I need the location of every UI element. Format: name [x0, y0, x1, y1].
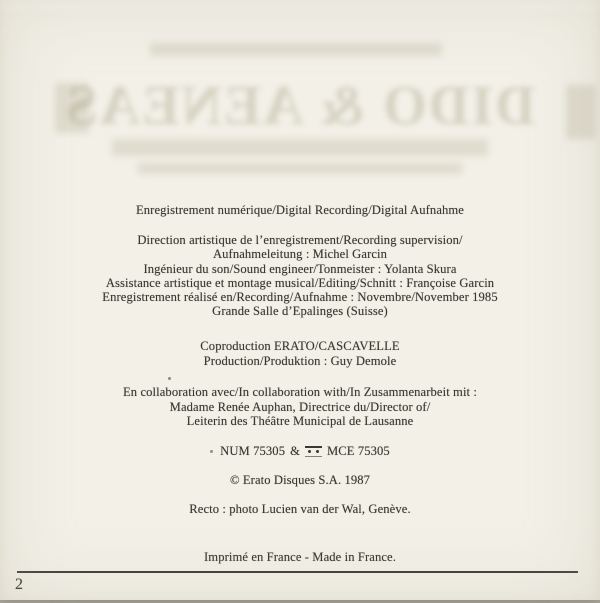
- ghost-line-blur: [112, 139, 488, 156]
- credit-line: Enregistrement réalisé en/Recording/Aufnahme : Novembre/November 1985: [102, 290, 498, 305]
- copyright-line: © Erato Disques S.A. 1987: [229, 473, 371, 487]
- ghost-line-blur: [138, 163, 462, 174]
- credit-line: Direction artistique de l’enregistrement/Recording supervision/: [137, 233, 463, 247]
- coproduction-block: [0, 339, 600, 369]
- ghost-logo-block: [566, 85, 596, 139]
- ghost-line-blur: [150, 43, 442, 56]
- ghost-cover-title: DIDO & AENEAS: [64, 75, 536, 137]
- credit-line: Madame Renée Auphan, Directrice du/Director of/: [169, 399, 431, 414]
- printed-in-france-line: Imprimé en France - Made in France.: [204, 550, 396, 564]
- footer-rule: [17, 571, 578, 573]
- credit-line: Grande Salle d’Epalinges (Suisse): [212, 304, 388, 319]
- collaboration-block: [0, 385, 600, 429]
- catalog-num: NUM 75305: [220, 444, 286, 458]
- scan-speck: [168, 377, 171, 380]
- catalog-separator: &: [290, 444, 300, 458]
- credit-line: En collaboration avec/In collaboration with/In Zusammenarbeit mit :: [123, 385, 477, 399]
- credit-line: Aufnahmeleitung : Michel Garcin: [212, 247, 388, 262]
- cassette-icon: [305, 446, 322, 457]
- catalog-mce: MCE 75305: [327, 444, 390, 458]
- disc-dot-icon: [210, 450, 213, 453]
- ghost-logo-block: [55, 83, 89, 133]
- credit-line: Assistance artistique et montage musical/Editing/Schnitt : Françoise Garcin: [105, 275, 495, 290]
- catalog-number-line: [0, 444, 600, 458]
- page-number: 2: [15, 576, 23, 593]
- credit-line: Coproduction ERATO/CASCAVELLE: [200, 339, 400, 353]
- digital-recording-line: Enregistrement numérique/Digital Recording/Digital Aufnahme: [135, 203, 464, 217]
- recording-team-block: [0, 233, 600, 319]
- credit-line: Leiterin des Théâtre Municipal de Lausanne: [186, 414, 414, 428]
- credit-line: Ingénieur du son/Sound engineer/Tonmeister : Yolanta Skura: [143, 261, 457, 276]
- photo-credit-line: Recto : photo Lucien van der Wal, Genève.: [189, 502, 411, 516]
- credit-line: Production/Produktion : Guy Demole: [203, 354, 397, 368]
